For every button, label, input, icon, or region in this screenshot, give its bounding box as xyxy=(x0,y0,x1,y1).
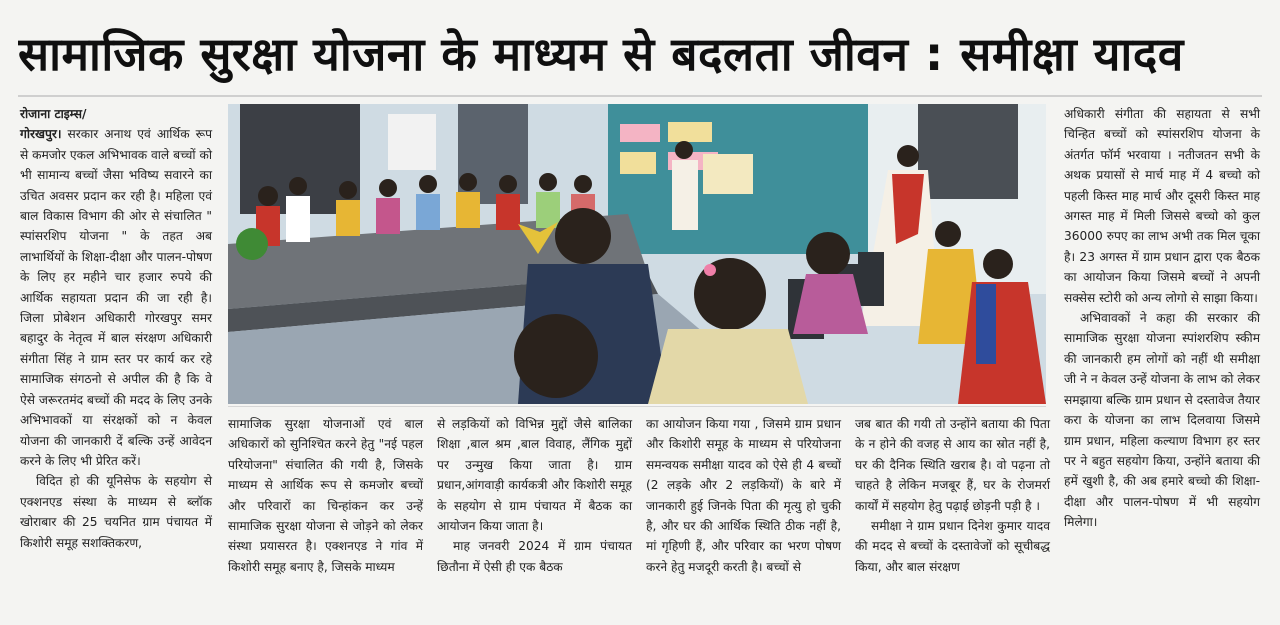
article-column-1 xyxy=(20,104,212,553)
paragraph-2: विदित हो की यूनिसेफ के सहयोग से एक्शनएड संस्था के माध्यम से ब्लॉक खोराबार की 25 चयनित ग्राम पंचायत में किशोरी समूह सशक्तिकरण, xyxy=(20,474,212,550)
paragraph-3: सामाजिक सुरक्षा योजनाओं एवं बाल अधिकारों को सुनिश्चित करने हेतु "नई पहल परियोजना" संचालित की गयी है, जिसके माध्यम से आर्थिक रूप से कमजोर बच्चों और परिवारों का चिन्हांकन कर उन्हें सामाजिक सुरक्षा योजना से जोड़ने को लेकर संस्था प्रयासरत है। एक्शनएड ने गांव में किशोरी समूह बनाए है, जिसके माध्यम xyxy=(228,417,423,574)
paragraph-9: अधिकारी संगीता की सहायता से सभी चिन्हित बच्चों को स्पांसरशिप योजना के अंतर्गत फॉर्म भरवाया । नतीजतन सभी के अथक प्रयासों से मार्च माह में 4 बच्चो को पहली किस्त माह मार्च और दूसरी किस्त माह अगस्त माह में मिली जिससे बच्चो को कुल 36000 रुपए का लाभ अभी तक मिल चूका है। 23 अगस्त में ग्राम प्रधान द्वारा एक बैठक का आयोजन किया जिसमे बच्चों ने अपनी सक्सेस स्टोरी को अन्य लोगो से साझा किया। xyxy=(1064,107,1260,305)
headline-divider xyxy=(18,95,1262,97)
paragraph-7: जब बात की गयी तो उन्होंने बताया की पिता के न होने की वजह से आय का स्रोत नहीं है, घर की दैनिक स्थिति खराब है। वो पढ़ना तो चाहते है लेकिन मजबूर हैं, घर के रोजमर्रा कार्यों में सहयोग हेतु पढ़ाई छोड़नी पड़ी है । xyxy=(855,417,1050,513)
paragraph-1 xyxy=(20,104,212,471)
article-column-6 xyxy=(1064,104,1260,533)
paragraph-4: से लड़कियों को विभिन्न मुद्दों जैसे बालिका शिक्षा ,बाल श्रम ,बाल विवाह, लैंगिक मुद्दों पर उन्मुख किया जाता है। ग्राम प्रधान,आंगवाड़ी कार्यकत्री और किशोरी समूह के सहयोग से ग्राम पंचायत में बैठक का आयोजन किया जाता है। xyxy=(437,417,632,534)
article-column-3 xyxy=(437,414,632,577)
dateline: गोरखपुर। xyxy=(20,127,62,142)
byline: रोजाना टाइम्स/ xyxy=(20,107,87,121)
paragraph-8: समीक्षा ने ग्राम प्रधान दिनेश कुमार यादव की मदद से बच्चों के दस्तावेजों को सूचीबद्ध किया, और बाल संरक्षण xyxy=(855,519,1050,574)
article-column-4 xyxy=(646,414,841,577)
paragraph-1-text: सरकार अनाथ एवं आर्थिक रूप से कमजोर एकल अभिभावक वाले बच्चों को भी सामान्य बच्चों जैसा भविष्य सवारने का उचित अवसर प्रदान कर रही है। महिला एवं बाल विकास विभाग की ओर से संचालित " स्पांसरशिप योजना " के तहत अब लाभार्थियों के शिक्षा-दीक्षा और पालन-पोषण के लिए हर महीने चार हजार रुपये की आर्थिक सहायता प्रदान की जा रही है। जिला प्रोबेशन अधिकारी गोरखपुर समर बहादुर के नेतृत्व में बाल संरक्षण अधिकारी संगीता सिंह ने ग्राम स्तर पर कार्य कर रहे सामाजिक संगठनो से अपील की है कि वे ऐसे जरूरतमंद बच्चों की मदद के लिए उनके अभिभावकों या संरक्षकों को न केवल योजना की जानकारी दें बल्कि उन्हें आवेदन करने के लिए भी प्रेरित करें। xyxy=(20,127,212,468)
meeting-photo xyxy=(228,104,1046,404)
article-column-5 xyxy=(855,414,1050,577)
meeting-photo-icon xyxy=(228,104,1046,404)
paragraph-6: का आयोजन किया गया , जिसमे ग्राम प्रधान और किशोरी समूह के माध्यम से परियोजना समन्वयक समीक्षा यादव को ऐसे ही 4 बच्चों (2 लड़के और 2 लड़कियों) के बारे में जानकारी हुई जिनके पिता की मृत्यु हो चुकी है, और घर की आर्थिक स्थिति ठीक नहीं है, मां गृहिणी हैं, और परिवार का भरण पोषण करने हेतु मजदूरी करती है। बच्चों से xyxy=(646,417,841,574)
paragraph-5: माह जनवरी 2024 में ग्राम पंचायत छितौना में ऐसी ही एक बैठक xyxy=(437,539,632,574)
paragraph-10: अभिवावकों ने कहा की सरकार की सामाजिक सुरक्षा योजना स्पांशरशिप स्कीम की जानकारी हम लोगों को नहीं थी समीक्षा जी ने न केवल उन्हें योजना के लाभ को लेकर समझाया बल्कि ग्राम प्रधान से दस्तावेज तैयार करा के योजना का लाभ दिलवाया जिसमे ग्राम प्रधान, महिला कल्याण विभाग हर स्तर पर ने बहुत सहयोग किया, उन्होंने बताया की हमें खुशी है, की अब हमारे बच्चो की शिक्षा-दीक्षा और पालन-पोषण में भी सहयोग मिलेगा। xyxy=(1064,311,1260,530)
photo-divider xyxy=(228,406,1046,407)
article-column-2 xyxy=(228,414,423,577)
article-headline: सामाजिक सुरक्षा योजना के माध्यम से बदलता जीवन : समीक्षा यादव xyxy=(18,27,1184,81)
